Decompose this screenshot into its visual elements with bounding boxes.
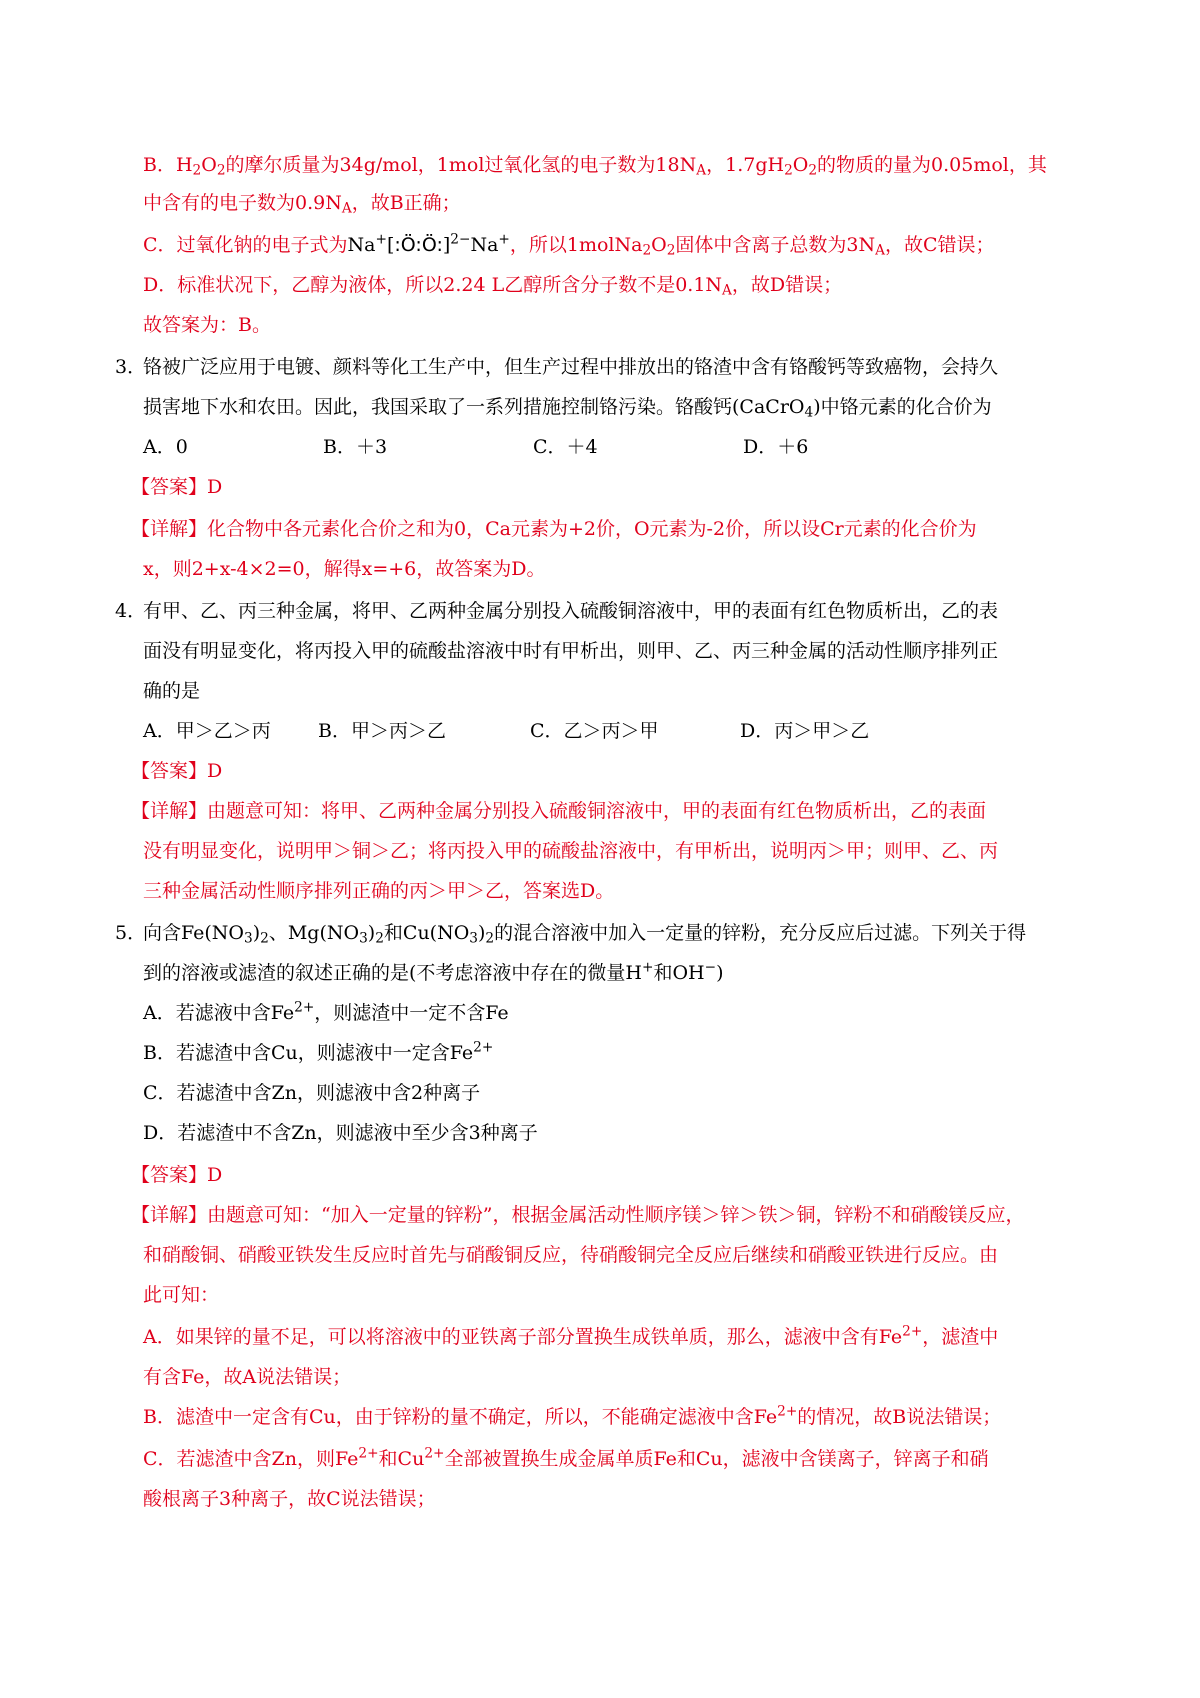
q3-stem-line1: 铬被广泛应用于电镀、颜料等化工生产中，但生产过程中排放出的铬渣中含有铬酸钙等致癌物，会持久 [143,356,999,378]
q3-option-d: D．＋6 [743,436,809,458]
q4-stem-line1: 有甲、乙、丙三种金属，将甲、乙两种金属分别投入硫酸铜溶液中，甲的表面有红色物质析出，乙的表 [143,600,999,622]
q3-options [143,438,808,457]
q4-option-d: D．丙＞甲＞乙 [740,720,870,742]
q5-stem-line2: 到的溶液或滤渣的叙述正确的是(不考虑溶液中存在的微量H+和OH−) [143,959,724,984]
q5-stem-line1: 向含$Fe(NO_3)_2$、$Mg(NO_3)_2$和$Cu(NO_3)_2$的混合溶液中加入一定量的锌粉，充分反应后过滤。下列关于得 [143,922,1027,947]
q3-detail-line2: x，则2+x-4×2=0，解得x=+6，故答案为D。 [143,558,546,580]
q2-explanation-b-line1: B．$H_2O_2$的摩尔质量为34g/mol，1mol过氧化氢的电子数为$18N_A$，$1.7gH_2O_2$的物质的量为0.05mol，其 [143,154,1047,179]
q4-stem-line2: 面没有明显变化，将丙投入甲的硫酸盐溶液中时有甲析出，则甲、乙、丙三种金属的活动性顺序排列正 [143,640,999,662]
q5-answer: 【答案】D [131,1164,223,1186]
q2-final-answer: 故答案为：B。 [143,314,271,336]
q4-option-b: B．甲＞丙＞乙 [318,720,446,742]
q5-number: 5． [115,922,147,944]
q3-stem-line2: 损害地下水和农田。因此，我国采取了一系列措施控制铬污染。铬酸钙(CaCrO$_4$)中铬元素的化合价为 [143,396,992,421]
q3-answer: 【答案】D [131,476,223,498]
q5-explain-a-line2: 有含Fe，故A说法错误； [143,1366,352,1388]
q5-option-d: D．若滤渣中不含Zn，则滤液中至少含3种离子 [143,1122,538,1144]
q5-explain-c-line1: C．若滤渣中含Zn，则$Fe^{2+}$和$Cu^{2+}$全部被置换生成金属单质Fe和Cu，滤液中含镁离子，锌离子和硝 [143,1445,989,1470]
q4-detail-line1: 【详解】由题意可知：将甲、乙两种金属分别投入硫酸铜溶液中，甲的表面有红色物质析出，乙的表面 [131,800,987,822]
q5-option-a: A．若滤液中含$Fe^{2+}$，则滤渣中一定不含Fe [143,999,509,1024]
q5-explain-a-line1: A．如果锌的量不足，可以将溶液中的亚铁离子部分置换生成铁单质，那么，滤液中含有$Fe^{2+}$，滤渣中 [143,1323,999,1348]
q3-number: 3． [115,356,147,378]
q4-answer: 【答案】D [131,760,223,782]
q3-option-a: A．0 [143,436,188,458]
q2-explanation-d-line: D．标准状况下，乙醇为液体，所以2.24 L乙醇所含分子数不是$0.1N_A$，故D错误； [143,274,843,299]
q3-option-b: B．＋3 [323,436,388,458]
q4-detail-line3: 三种金属活动性顺序排列正确的丙＞甲＞乙，答案选D。 [143,880,615,902]
q5-detail-line3: 此可知： [143,1284,220,1306]
q3-detail-line1: 【详解】化合物中各元素化合价之和为0，Ca元素为+2价，O元素为-2价，所以设Cr元素的化合价为 [131,518,977,540]
q5-explain-c-line2: 酸根离子3种离子，故C说法错误； [143,1488,436,1510]
q4-options [143,722,869,741]
q4-number: 4． [115,600,147,622]
q3-option-c: C．＋4 [533,436,598,458]
q4-detail-line2: 没有明显变化，说明甲＞铜＞乙；将丙投入甲的硫酸盐溶液中，有甲析出，说明丙＞甲；则甲、乙、丙 [143,840,999,862]
q5-detail-line2: 和硝酸铜、硝酸亚铁发生反应时首先与硝酸铜反应，待硝酸铜完全反应后继续和硝酸亚铁进行反应。由 [143,1244,999,1266]
q5-option-c: C．若滤渣中含Zn，则滤液中含2种离子 [143,1082,481,1104]
q4-stem-line3: 确的是 [143,680,201,702]
electron-formula: Na+[:Ö:Ö:]$^{2-}$Na+ [347,231,510,256]
q2-explanation-c-line: C．过氧化钠的电子式为Na+[:Ö:Ö:]$^{2-}$Na+，所以$1molNa_2O_2$固体中含离子总数为$3N_A$，故C错误； [143,231,995,259]
q5-option-b: B．若滤渣中含Cu，则滤液中一定含$Fe^{2+}$ [143,1039,494,1064]
q4-option-a: A．甲＞乙＞丙 [143,720,271,742]
q4-option-c: C．乙＞丙＞甲 [530,720,659,742]
q5-detail-line1: 【详解】由题意可知：“加入一定量的锌粉”，根据金属活动性顺序镁＞锌＞铁＞铜，锌粉不和硝酸镁反应， [131,1204,1025,1226]
q5-explain-b-line: B．滤渣中一定含有Cu，由于锌粉的量不确定，所以，不能确定滤液中含$Fe^{2+}$的情况，故B说法错误； [143,1403,1002,1428]
q2-explanation-b-line2: 中含有的电子数为$0.9N_A$，故B正确； [143,192,461,217]
